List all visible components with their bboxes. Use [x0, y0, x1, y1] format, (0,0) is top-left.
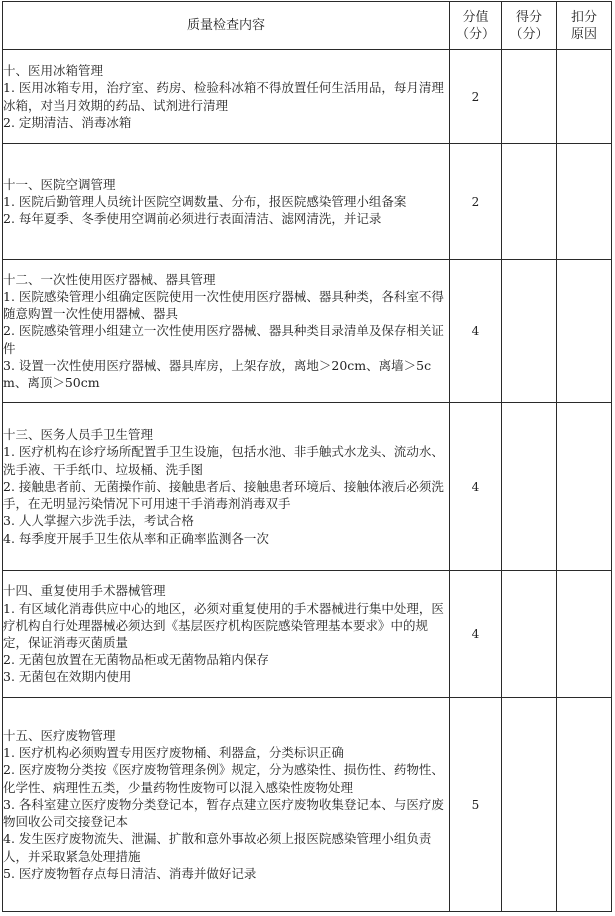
row-score-got [502, 50, 557, 144]
row-line: 3. 各科室建立医疗废物分类登记本，暂存点建立医疗废物收集登记本、与医疗废物回收公司交接登记本 [3, 796, 444, 830]
row-line: 2. 医院感染管理小组建立一次性使用医疗器械、器具种类目录清单及保存相关证件 [3, 323, 444, 356]
row-title: 十三、医务人员手卫生管理 [3, 427, 154, 443]
row-line: 2. 无菌包放置在无菌物品柜或无菌物品箱内保存 [3, 652, 269, 668]
row-title: 十四、重复使用手术器械管理 [3, 583, 166, 599]
table-row [3, 50, 612, 144]
row-score-got [502, 260, 557, 403]
row-title: 十二、一次性使用医疗器械、器具管理 [3, 271, 216, 287]
row-score-value: 5 [450, 698, 502, 912]
row-content [3, 260, 450, 403]
row-title: 十、医用冰箱管理 [3, 63, 104, 79]
row-score-value: 4 [450, 403, 502, 571]
row-line: 1. 有区域化消毒供应中心的地区，必须对重复使用的手术器械进行集中处理，医疗机构自行处理器械必须达到《基层医疗机构医院感染管理基本要求》中的规定，保证消毒灭菌质量 [3, 600, 444, 650]
row-deduct-reason [557, 50, 612, 144]
row-deduct-reason [557, 698, 612, 912]
row-line: 3. 无菌包在效期内使用 [3, 669, 132, 685]
row-deduct-reason [557, 260, 612, 403]
row-content [3, 403, 450, 571]
row-content [3, 571, 450, 698]
row-line: 2. 医疗废物分类按《医疗废物管理条例》规定，分为感染性、损伤性、药物性、化学性、病理性五类，少量药物性废物可以混入感染性废物处理 [3, 762, 444, 795]
row-line: 2. 定期清洁、消毒冰箱 [3, 114, 132, 130]
row-line: 4. 每季度开展手卫生依从率和正确率监测各一次 [3, 530, 269, 546]
row-deduct-reason [557, 403, 612, 571]
row-line: 2. 接触患者前、无菌操作前、接触患者后、接触患者环境后、接触体液后必须洗手，在无明显污染情况下可用速干手消毒剂消毒双手 [3, 478, 444, 512]
row-content [3, 50, 450, 144]
table-row [3, 260, 612, 403]
row-score-value: 2 [450, 144, 502, 260]
row-score-got [502, 571, 557, 698]
row-line: 4. 发生医疗废物流失、泄漏、扩散和意外事故必须上报医院感染管理小组负责人，并采取紧急处理措施 [3, 831, 432, 864]
row-line: 1. 医院后勤管理人员统计医院空调数量、分布，报医院感染管理小组备案 [3, 193, 407, 209]
row-score-got [502, 403, 557, 571]
table-row [3, 403, 612, 571]
row-deduct-reason [557, 571, 612, 698]
header-score-got: 得分 （分） [502, 2, 557, 50]
row-title: 十五、医疗废物管理 [3, 728, 116, 744]
row-content [3, 698, 450, 912]
row-content [3, 144, 450, 260]
row-line: 2. 每年夏季、冬季使用空调前必须进行表面清洁、滤网清洗，并记录 [3, 211, 382, 227]
header-deduct-reason: 扣分 原因 [557, 2, 612, 50]
row-score-value: 2 [450, 50, 502, 144]
table-row [3, 698, 612, 912]
row-score-got [502, 698, 557, 912]
row-line: 1. 医疗机构必须购置专用医疗废物桶、利器盒，分类标识正确 [3, 745, 344, 761]
row-score-value: 4 [450, 571, 502, 698]
row-line: 1. 医疗机构在诊疗场所配置手卫生设施，包括水池、非手触式水龙头、流动水、洗手液、干手纸巾、垃圾桶、洗手图 [3, 444, 444, 477]
quality-check-table [2, 1, 612, 912]
row-line: 5. 医疗废物暂存点每日清洁、消毒并做好记录 [3, 865, 257, 881]
table-header-row [3, 2, 612, 50]
row-line: 3. 设置一次性使用医疗器械、器具库房，上架存放，离地＞20cm、离墙＞5cm、离顶＞50cm [3, 357, 432, 390]
header-content: 质量检查内容 [3, 2, 450, 50]
row-deduct-reason [557, 144, 612, 260]
header-score-value: 分值 （分） [450, 2, 502, 50]
row-score-got [502, 144, 557, 260]
table-row [3, 571, 612, 698]
table-row [3, 144, 612, 260]
row-line: 1. 医院感染管理小组确定医院使用一次性使用医疗器械、器具种类，各科室不得随意购置一次性使用器械、器具 [3, 288, 444, 322]
row-line: 1. 医用冰箱专用，治疗室、药房、检验科冰箱不得放置任何生活用品，每月清理冰箱，对当月效期的药品、试剂进行清理 [3, 80, 444, 113]
row-score-value: 4 [450, 260, 502, 403]
row-title: 十一、医院空调管理 [3, 176, 116, 192]
row-line: 3. 人人掌握六步洗手法，考试合格 [3, 513, 194, 529]
